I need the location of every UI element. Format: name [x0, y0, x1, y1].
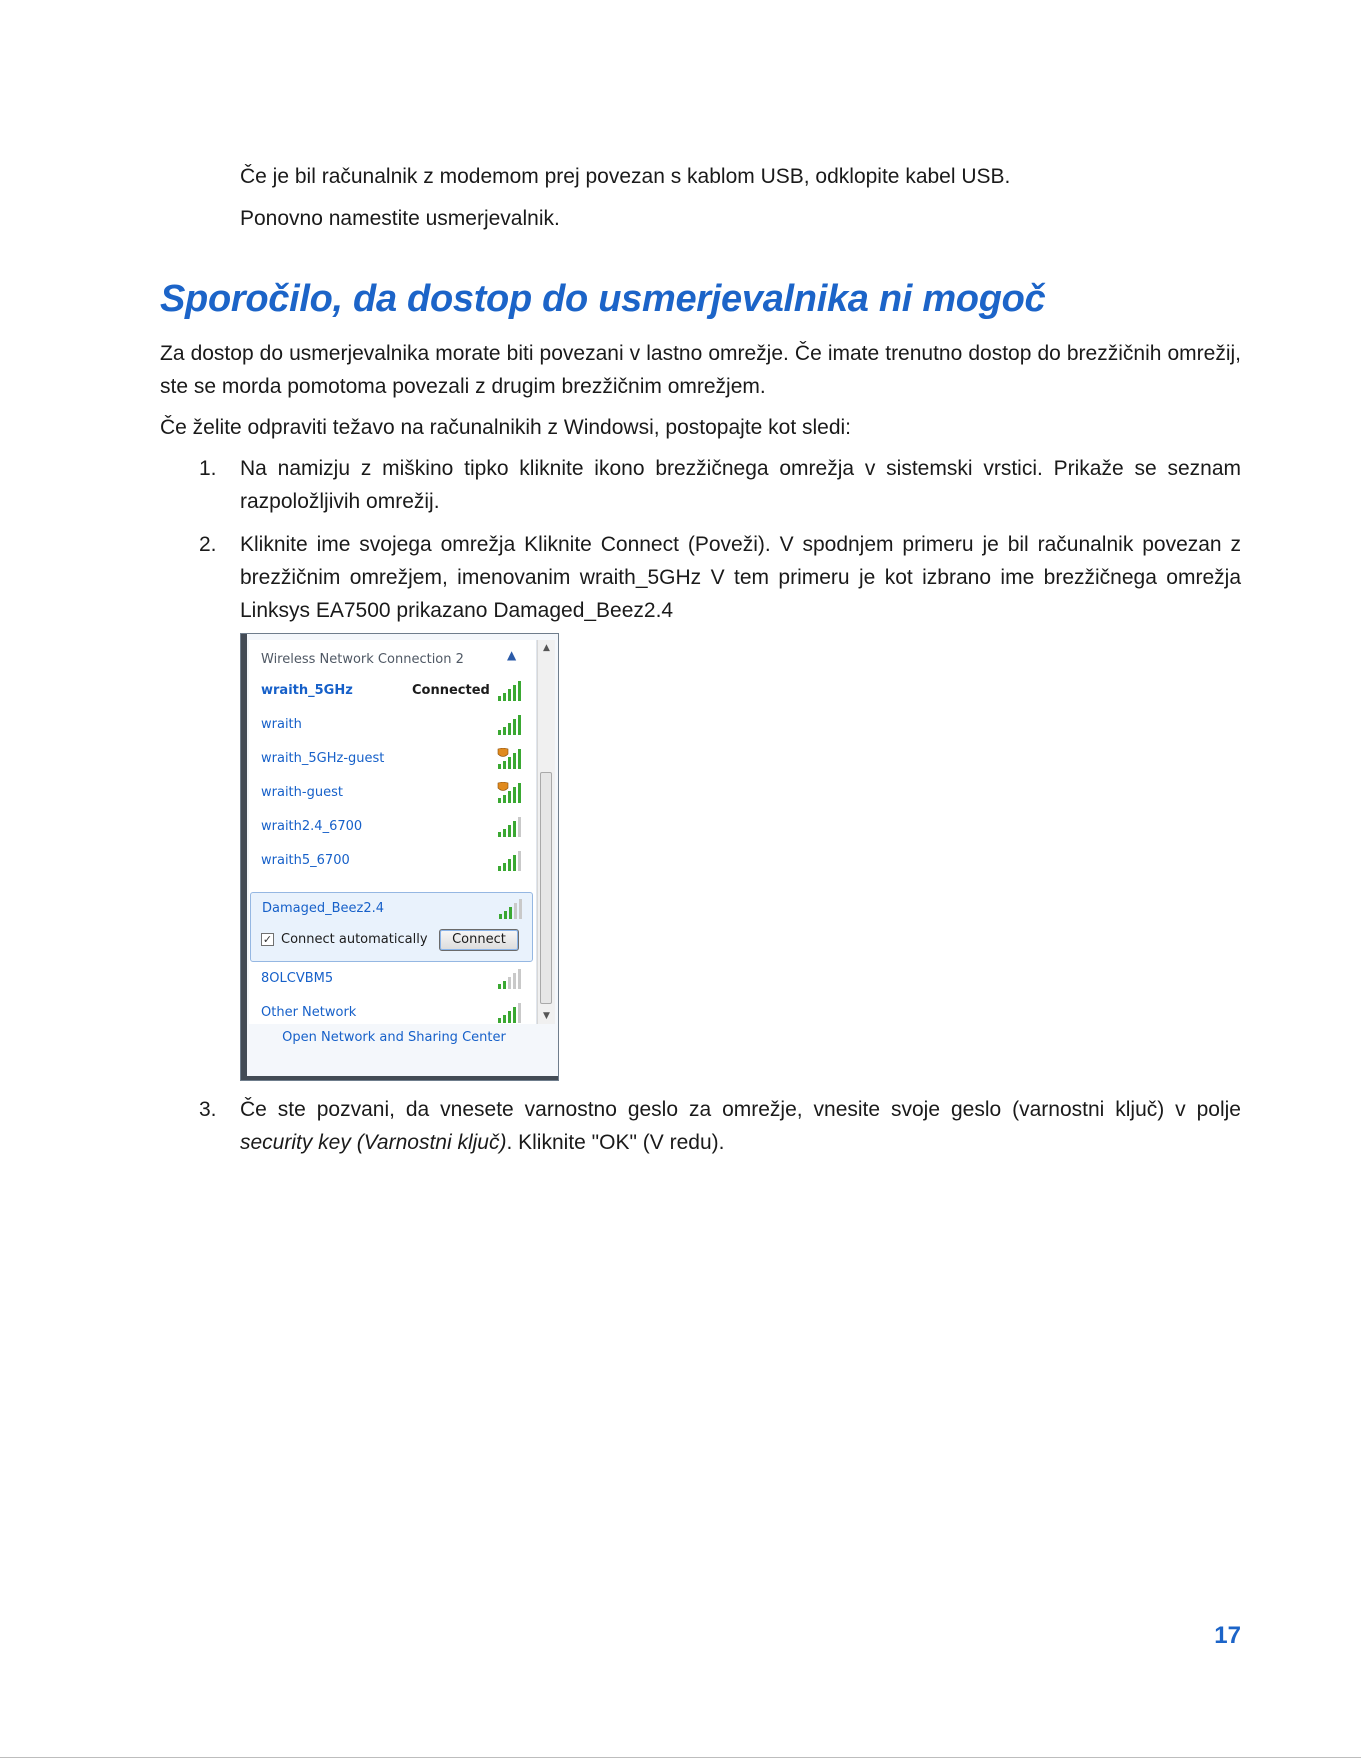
step-3-text — [240, 1093, 1241, 1159]
network-name: Damaged_Beez2.4 — [262, 901, 385, 916]
wireless-network-popup — [240, 633, 559, 1081]
scroll-down-arrow-icon[interactable]: ▼ — [543, 1011, 550, 1021]
network-row[interactable] — [249, 708, 536, 742]
step-2-text: Kliknite ime svojega omrežja Kliknite Connect (Poveži). V spodnjem primeru je bil računalnik povezan z brezžičnim omrežjem, imenovanim wraith_5GHz V tem primeru je kot izbrano ime brezžičnega omrežja Linksys EA7500 prikazano Damaged_Beez2.4 — [240, 533, 1241, 622]
step-3-text-a: Če ste pozvani, da vnesete varnostno geslo za omrežje, vnesite svoje geslo (varnostni ključ) v polje — [240, 1098, 1241, 1121]
connect-button[interactable]: Connect — [439, 929, 519, 951]
step-number: 3. — [199, 1098, 217, 1121]
popup-edge — [241, 1076, 558, 1080]
secured-signal-bars-icon — [497, 748, 521, 770]
footer-rule — [0, 1757, 1361, 1758]
network-row[interactable] — [249, 674, 536, 708]
network-name: wraith2.4_6700 — [261, 819, 363, 834]
network-name: wraith — [261, 717, 302, 732]
connected-status: Connected — [412, 683, 490, 698]
scroll-up-arrow-icon[interactable]: ▲ — [543, 643, 550, 653]
step-3-text-b: . Kliknite "OK" (V redu). — [506, 1131, 725, 1154]
line-usb: Če je bil računalnik z modemom prej povezan s kablom USB, odklopite kabel USB. — [240, 165, 1011, 188]
connect-automatically-label: Connect automatically — [281, 932, 428, 947]
network-row[interactable] — [250, 892, 537, 926]
network-row[interactable] — [249, 962, 536, 996]
network-row[interactable] — [249, 776, 536, 810]
connection-header: Wireless Network Connection 2 — [261, 652, 464, 667]
open-network-center-link[interactable]: Open Network and Sharing Center — [282, 1030, 506, 1045]
network-name: 8OLCVBM5 — [261, 971, 334, 986]
popup-edge — [241, 634, 247, 1080]
network-name: wraith_5GHz — [261, 683, 353, 698]
network-row[interactable] — [249, 810, 536, 844]
security-key-term: security key (Varnostni ključ) — [240, 1131, 507, 1154]
scrollbar[interactable] — [537, 640, 555, 1024]
section-heading: Sporočilo, da dostop do usmerjevalnika ni mogoč — [160, 278, 1046, 320]
signal-bars-icon — [497, 850, 521, 872]
scroll-thumb[interactable] — [540, 772, 552, 1004]
page-number: 17 — [1214, 1622, 1241, 1649]
connect-automatically-checkbox[interactable]: ✓ — [262, 933, 273, 946]
selected-network-panel[interactable] — [250, 892, 533, 962]
network-list — [249, 640, 537, 1024]
network-row[interactable] — [249, 844, 536, 878]
signal-bars-icon — [497, 714, 521, 736]
intro-paragraph: Za dostop do usmerjevalnika morate biti povezani v lastno omrežje. Če imate trenutno dostop do brezžičnih omrežij, ste se morda pomotoma povezali z drugim brezžičnim omrežjem. — [160, 342, 1241, 398]
line-reinstall: Ponovno namestite usmerjevalnik. — [240, 207, 560, 230]
signal-bars-icon — [497, 680, 521, 702]
signal-bars-icon — [498, 898, 522, 920]
network-row[interactable] — [249, 742, 536, 776]
signal-bars-icon — [497, 1002, 521, 1024]
signal-bars-icon — [497, 968, 521, 990]
network-name: Other Network — [261, 1005, 357, 1020]
step-number: 1. — [199, 457, 217, 480]
secured-signal-bars-icon — [497, 782, 521, 804]
signal-bars-icon — [497, 816, 521, 838]
network-name: wraith_5GHz-guest — [261, 751, 385, 766]
network-row[interactable] — [249, 996, 536, 1030]
step-number: 2. — [199, 533, 217, 556]
windows-paragraph: Če želite odpraviti težavo na računalnikih z Windowsi, postopajte kot sledi: — [160, 416, 852, 439]
collapse-caret-icon[interactable]: ▲ — [507, 648, 517, 662]
network-name: wraith-guest — [261, 785, 343, 800]
network-name: wraith5_6700 — [261, 853, 350, 868]
step-1-text: Na namizju z miškino tipko kliknite ikono brezžičnega omrežja v sistemski vrstici. Prikaže se seznam razpoložljivih omrežij. — [240, 457, 1241, 513]
